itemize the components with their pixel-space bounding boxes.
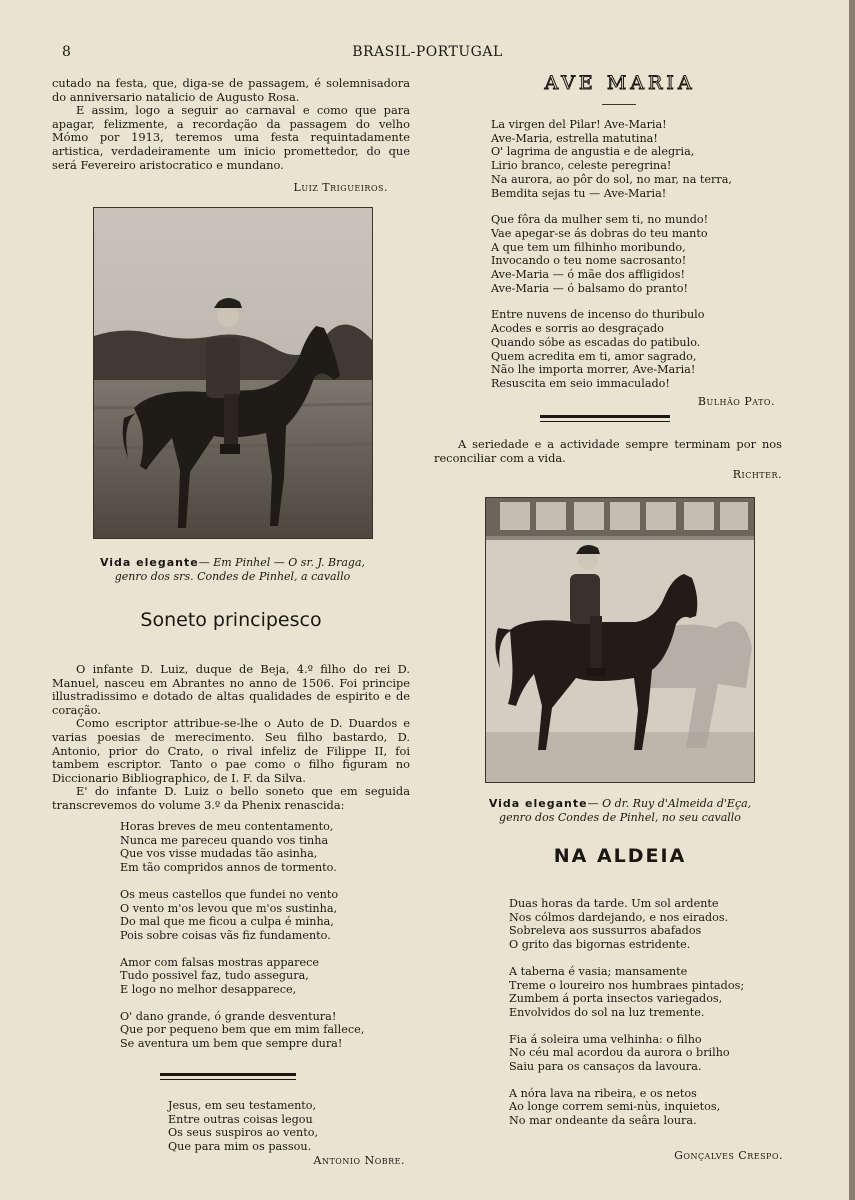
poem-line: O' dano grande, ó grande desventura!	[120, 1009, 337, 1023]
poem-stanza	[509, 965, 789, 1020]
divider-rule	[160, 1079, 296, 1080]
poem-line: Quando sóbe as escadas do patibulo.	[491, 335, 701, 349]
poem-line: Horas breves de meu contentamento,	[120, 820, 334, 833]
author-signature: Gonçalves Crespo.	[674, 1149, 783, 1162]
poem-line: Do mal que me ficou a culpa é minha,	[120, 915, 334, 929]
poem-line: O' lagrima de angustia e de alegria,	[491, 145, 695, 159]
caption-text: — Em Pinhel — O sr. J. Braga,	[198, 556, 366, 569]
poem-line: O vento m'os levou que m'os sustinha,	[120, 901, 338, 915]
poem-line: Amor com falsas mostras apparece	[120, 955, 320, 969]
poem-line: Bemdita sejas tu — Ave-Maria!	[491, 186, 667, 200]
poem-line: A nóra lava na ribeira, e os netos	[509, 1086, 697, 1100]
poem-stanza	[120, 956, 410, 997]
poem-line: Os seus suspiros ao vento,	[168, 1126, 319, 1140]
poem-line: Tudo possivel faz, tudo assegura,	[120, 969, 309, 983]
poem-line: Quem acredita em ti, amor sagrado,	[491, 349, 697, 363]
poem-stanza	[509, 897, 789, 952]
poem-line: Ave-Maria — ó balsamo do pranto!	[491, 281, 688, 295]
poem-line: Ao longe correm semi-nùs, inquietos,	[509, 1100, 721, 1114]
poem-line: Lirio branco, celeste peregrina!	[491, 159, 672, 173]
photo-rider-field	[93, 207, 373, 539]
poem-line: Envolvidos do sol na luz tremente.	[509, 1005, 705, 1019]
poem-line: Resuscita em seio immaculado!	[491, 376, 670, 390]
photo-rider-wall-image	[486, 498, 754, 782]
poem-line: Pois sobre coisas vãs fiz fundamento.	[120, 928, 331, 942]
intro-paragraph: E assim, logo a seguir ao carnaval e como que para apagar, felizmente, a recordação da passagem do velho Mómo por 1913, teremos uma festa requintadamente artistica, verdadeiramente um inicio promettedor, do que será Fevereiro aristocratico e mundano.	[52, 103, 410, 172]
poem-line: Duas horas da tarde. Um sol ardente	[509, 897, 719, 910]
poem-line: Em tão compridos annos de tormento.	[120, 861, 337, 875]
na-aldeia-poem	[509, 897, 789, 1141]
poem-stanza	[120, 820, 410, 875]
poem-line: Se aventura um bem que sempre dura!	[120, 1037, 343, 1051]
poem-line: Ave-Maria, estrella matutina!	[491, 131, 658, 145]
soneto-poem	[120, 820, 410, 1064]
page-number: 8	[62, 44, 71, 60]
poem-line: Fia á soleira uma velhinha: o filho	[509, 1032, 702, 1046]
poem-line: Entre nuvens de incenso do thuribulo	[491, 308, 705, 322]
poem-stanza	[491, 213, 791, 295]
divider-rule	[602, 104, 636, 105]
caption-label: Vida elegante	[488, 797, 588, 810]
poem-stanza	[491, 308, 791, 390]
photo-rider-field-image	[94, 208, 372, 538]
photo-caption-left	[80, 556, 385, 584]
magazine-title: BRASIL-PORTUGAL	[352, 44, 503, 60]
poem-stanza	[509, 1033, 789, 1074]
poem-line: Que para mim os passou.	[168, 1140, 312, 1154]
photo-caption-right	[470, 797, 770, 825]
poem-line: E logo no melhor desapparece,	[120, 983, 297, 997]
poem-line: Saiu para os cansaços da lavoura.	[509, 1060, 702, 1074]
poem-stanza	[491, 118, 791, 200]
poem-line: O grito das bigornas estridente.	[509, 938, 691, 952]
section-heading-na-aldeia: NA ALDEIA	[553, 845, 687, 867]
author-signature: Antonio Nobre.	[313, 1154, 405, 1167]
soneto-intro	[52, 663, 410, 813]
quote-text: A seriedade e a actividade sempre terminam por nos reconciliar com a vida.	[434, 437, 782, 465]
intro-text	[52, 77, 410, 195]
ave-maria-poem	[491, 118, 791, 404]
poem-line: A que tem um filhinho moribundo,	[491, 240, 686, 254]
author-signature: Bulhão Pato.	[697, 395, 775, 408]
section-heading-ave-maria: AVE MARIA	[544, 72, 696, 94]
poem-line: Nunca me pareceu quando vos tinha	[120, 833, 329, 847]
intro-paragraph: cutado na festa, que, diga-se de passagem, é solemnisadora do anniversario natalicio de Augusto Rosa.	[52, 76, 410, 104]
soneto-paragraph: O infante D. Luiz, duque de Beja, 4.º filho do rei D. Manuel, nasceu em Abrantes no anno de 1506. Foi principe illustradissimo e dotado de altas qualidades de espirito e de coração.	[52, 662, 410, 717]
poem-stanza	[509, 1087, 789, 1128]
poem-line: Os meus castellos que fundei no vento	[120, 887, 339, 901]
poem-line: Que vos visse mudadas tão asinha,	[120, 847, 318, 861]
quatrain-poem	[168, 1099, 408, 1154]
poem-line: No céu mal acordou da aurora o brilho	[509, 1046, 730, 1060]
poem-line: Jesus, em seu testamento,	[168, 1099, 317, 1112]
divider-rule	[540, 421, 670, 422]
photo-rider-wall	[485, 497, 755, 783]
caption-text: — O dr. Ruy d'Almeida d'Eça,	[587, 797, 752, 810]
caption-text: genro dos srs. Condes de Pinhel, a cavallo	[114, 570, 351, 583]
poem-line: Vae apegar-se ás dobras do teu manto	[491, 226, 708, 240]
poem-line: Treme o loureiro nos humbraes pintados;	[509, 978, 745, 992]
page-edge	[849, 0, 855, 1200]
poem-line: Não lhe importa morrer, Ave-Maria!	[491, 363, 696, 377]
poem-line: No mar ondeante da seâra loura.	[509, 1114, 697, 1128]
poem-line: Zumbem á porta insectos variegados,	[509, 992, 723, 1006]
poem-line: Que fôra da mulher sem ti, no mundo!	[491, 213, 709, 227]
poem-line: A taberna é vasia; mansamente	[509, 964, 688, 978]
soneto-paragraph: E' do infante D. Luiz o bello soneto que em seguida transcrevemos do volume 3.º da Phenix renascida:	[52, 784, 410, 812]
divider-rule	[540, 415, 670, 418]
soneto-paragraph: Como escriptor attribue-se-lhe o Auto de D. Duardos e varias poesias de merecimento. Seu filho bastardo, D. Antonio, prior do Crato, o rival infeliz de Filippe II, foi tambem escriptor. Tanto o pae como o filho figuram no Diccionario Bibliographico, de I. F. da Silva.	[52, 716, 410, 785]
richter-quote	[434, 438, 782, 482]
author-signature: Luiz Trigueiros.	[293, 181, 388, 195]
poem-line: Sobreleva aos sussurros abafados	[509, 924, 702, 938]
poem-stanza	[120, 1010, 410, 1051]
caption-text: genro dos Condes de Pinhel, no seu cavallo	[499, 811, 741, 824]
poem-line: Acodes e sorris ao desgraçado	[491, 322, 664, 336]
poem-line: Na aurora, ao pôr do sol, no mar, na terra,	[491, 172, 732, 186]
poem-line: Invocando o teu nome sacrosanto!	[491, 254, 687, 268]
poem-line: Entre outras coisas legou	[168, 1112, 313, 1126]
poem-line: Ave-Maria — ó mãe dos affligidos!	[491, 268, 685, 282]
section-heading-soneto: Soneto principesco	[140, 609, 322, 631]
divider-rule	[160, 1073, 296, 1076]
poem-stanza	[120, 888, 410, 943]
poem-line: Nos cólmos dardejando, e nos eirados.	[509, 910, 729, 924]
poem-line: La virgen del Pilar! Ave-Maria!	[491, 118, 667, 131]
poem-line: Que por pequeno bem que em mim fallece,	[120, 1023, 365, 1037]
author-signature: Richter.	[732, 468, 782, 482]
caption-label: Vida elegante	[99, 556, 199, 569]
